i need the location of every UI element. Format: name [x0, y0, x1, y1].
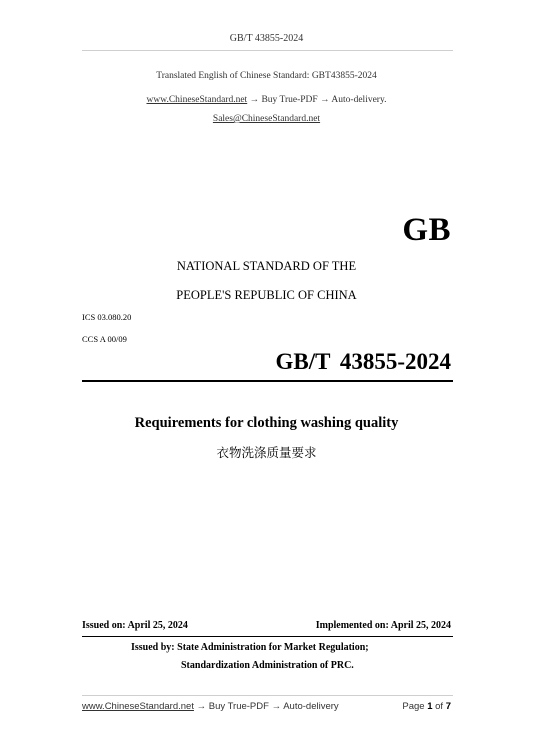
title-chinese: 衣物洗涤质量要求: [216, 445, 317, 460]
email-line: [0, 114, 533, 124]
email-link[interactable]: Sales@ChineseStandard.net: [212, 114, 321, 124]
running-header: GB/T 43855-2024: [229, 33, 304, 44]
title-english: Requirements for clothing washing quality: [134, 415, 399, 431]
footer-divider: [82, 695, 453, 696]
translated-notice: Translated English of Chinese Standard: GBT43855-2024: [156, 71, 377, 81]
date-divider: [82, 636, 453, 637]
buy-text: Buy True-PDF: [261, 95, 318, 105]
purchase-line: [0, 95, 533, 105]
issued-by-line1: Issued by: State Administration for Market Regulation;: [131, 642, 369, 653]
implemented-date: Implemented on: April 25, 2024: [315, 620, 451, 631]
arrow-right-icon: →: [320, 95, 330, 105]
footer-buy-text: Buy True-PDF: [208, 701, 269, 712]
page-label: Page: [402, 701, 425, 712]
ics-code: ICS 03.080.20: [82, 312, 132, 322]
page-total: 7: [445, 701, 451, 712]
arrow-right-icon: →: [196, 701, 207, 712]
page-current: 1: [427, 701, 433, 712]
page-of: of: [435, 701, 444, 712]
code-divider: [82, 380, 453, 382]
issued-date: Issued on: April 25, 2024: [82, 620, 188, 631]
footer-purchase-line: [82, 701, 339, 712]
footer-site-link[interactable]: www.ChineseStandard.net: [82, 701, 194, 712]
arrow-right-icon: →: [249, 95, 260, 105]
standard-code: GB/T 43855-2024: [275, 349, 451, 374]
delivery-text: Auto-delivery.: [331, 95, 387, 105]
footer-delivery-text: Auto-delivery: [283, 701, 339, 712]
national-standard-line1: NATIONAL STANDARD OF THE: [176, 259, 357, 273]
page-indicator: [402, 701, 451, 712]
gb-logo: GB: [402, 212, 451, 248]
header-divider: [82, 50, 453, 51]
arrow-right-icon: →: [271, 701, 282, 712]
site-link[interactable]: www.ChineseStandard.net: [146, 95, 248, 105]
issued-by-line2: Standardization Administration of PRC.: [181, 660, 354, 671]
national-standard-line2: PEOPLE'S REPUBLIC OF CHINA: [176, 288, 357, 302]
ccs-code: CCS A 00/09: [82, 334, 127, 344]
